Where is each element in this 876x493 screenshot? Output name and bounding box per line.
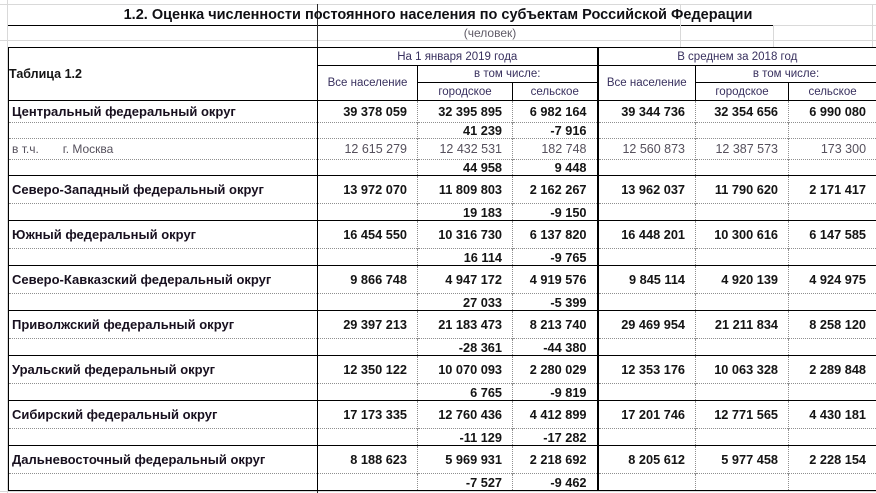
value-cell[interactable] (318, 429, 418, 446)
value-cell[interactable]: 39 378 059 (318, 101, 418, 123)
value-cell[interactable]: 6 982 164 (513, 101, 598, 123)
value-cell[interactable] (696, 249, 789, 266)
value-cell[interactable]: 9 866 748 (318, 266, 418, 294)
value-cell[interactable]: 2 228 154 (789, 446, 876, 474)
value-cell[interactable]: -28 361 (418, 339, 513, 356)
value-cell[interactable]: 6 765 (418, 384, 513, 401)
diff-row (9, 474, 876, 491)
diff-row (9, 339, 876, 356)
district-row (9, 401, 876, 429)
value-cell[interactable]: -7 527 (418, 474, 513, 491)
row-label-cell[interactable]: Уральский федеральный округ (9, 356, 318, 384)
value-cell[interactable]: 4 412 899 (513, 401, 598, 429)
value-cell[interactable] (318, 474, 418, 491)
table-label-cell[interactable]: Таблица 1.2 (9, 48, 318, 101)
row-label-cell[interactable] (9, 249, 318, 266)
header-group-2018[interactable]: В среднем за 2018 год (598, 48, 876, 66)
value-cell[interactable] (789, 339, 876, 356)
row-label-cell[interactable]: Северо-Кавказский федеральный округ (9, 266, 318, 294)
header-group-2019[interactable]: На 1 января 2019 года (318, 48, 598, 66)
gridline-subtitle-bottom (0, 40, 876, 41)
value-cell[interactable]: -11 129 (418, 429, 513, 446)
value-cell[interactable] (789, 204, 876, 221)
value-cell[interactable] (598, 249, 696, 266)
diff-row (9, 384, 876, 401)
district-row (9, 266, 876, 294)
value-cell[interactable]: 9 448 (513, 160, 598, 176)
value-cell[interactable]: 16 114 (418, 249, 513, 266)
row-label-cell[interactable]: Северо-Западный федеральный округ (9, 176, 318, 204)
diff-row (9, 160, 876, 176)
value-cell[interactable]: 2 218 692 (513, 446, 598, 474)
diff-row (9, 204, 876, 221)
value-cell[interactable]: 2 171 417 (789, 176, 876, 204)
value-cell[interactable]: 2 289 848 (789, 356, 876, 384)
header-urban-2018[interactable]: городское (696, 83, 789, 101)
value-cell[interactable]: 8 188 623 (318, 446, 418, 474)
gridline-top-col-c (872, 4, 873, 47)
value-cell[interactable]: 2 162 267 (513, 176, 598, 204)
header-rural-2018[interactable]: сельское (789, 83, 876, 101)
value-cell[interactable]: 12 760 436 (418, 401, 513, 429)
value-cell[interactable]: 12 350 122 (318, 356, 418, 384)
value-cell[interactable]: 10 070 093 (418, 356, 513, 384)
value-cell[interactable]: 29 397 213 (318, 311, 418, 339)
value-cell[interactable]: 8 213 740 (513, 311, 598, 339)
value-cell[interactable] (318, 123, 418, 139)
diff-row (9, 294, 876, 311)
value-cell[interactable]: 19 183 (418, 204, 513, 221)
value-cell[interactable] (598, 474, 696, 491)
row-label-cell[interactable] (9, 123, 318, 139)
value-cell[interactable]: 182 748 (513, 139, 598, 160)
value-cell[interactable]: -9 765 (513, 249, 598, 266)
header-row-groups (9, 48, 876, 66)
value-cell[interactable]: 4 430 181 (789, 401, 876, 429)
value-cell[interactable]: 39 344 736 (598, 101, 696, 123)
district-row (9, 356, 876, 384)
value-cell[interactable] (696, 123, 789, 139)
value-cell[interactable]: 10 300 616 (696, 221, 789, 249)
value-cell[interactable]: -44 380 (513, 339, 598, 356)
gridline-title-right (773, 25, 876, 26)
value-cell[interactable] (318, 339, 418, 356)
header-all-population-2018[interactable]: Все население (598, 66, 696, 101)
value-cell[interactable]: 6 137 820 (513, 221, 598, 249)
value-cell[interactable] (696, 474, 789, 491)
value-cell[interactable]: 16 448 201 (598, 221, 696, 249)
gridline-top (0, 4, 876, 5)
sub-row (9, 139, 876, 160)
row-label-cell[interactable]: Южный федеральный округ (9, 221, 318, 249)
value-cell[interactable]: 29 469 954 (598, 311, 696, 339)
value-cell[interactable] (318, 384, 418, 401)
value-cell[interactable]: 17 173 335 (318, 401, 418, 429)
value-cell[interactable]: 4 920 139 (696, 266, 789, 294)
value-cell[interactable]: -9 462 (513, 474, 598, 491)
diff-row (9, 249, 876, 266)
value-cell[interactable] (696, 384, 789, 401)
row-label-cell[interactable]: Дальневосточный федеральный округ (9, 446, 318, 474)
value-cell[interactable]: 11 790 620 (696, 176, 789, 204)
report-title: 1.2. Оценка численности постоянного населения по субъектам Российской Федерации (123, 7, 753, 23)
value-cell[interactable] (789, 384, 876, 401)
value-cell[interactable]: 44 958 (418, 160, 513, 176)
value-cell[interactable]: 2 280 029 (513, 356, 598, 384)
value-cell[interactable] (598, 123, 696, 139)
value-cell[interactable]: 32 354 656 (696, 101, 789, 123)
value-cell[interactable] (696, 339, 789, 356)
row-label-cell[interactable]: Сибирский федеральный округ (9, 401, 318, 429)
value-cell[interactable]: 27 033 (418, 294, 513, 311)
district-row (9, 311, 876, 339)
value-cell[interactable] (598, 384, 696, 401)
value-cell[interactable]: 16 454 550 (318, 221, 418, 249)
row-label-cell[interactable] (9, 339, 318, 356)
value-cell[interactable]: 13 962 037 (598, 176, 696, 204)
value-cell[interactable]: 4 947 172 (418, 266, 513, 294)
sub-row-label: г. Москва (62, 142, 114, 156)
value-cell[interactable] (598, 160, 696, 176)
value-cell[interactable] (696, 160, 789, 176)
row-label-cell[interactable] (9, 474, 318, 491)
value-cell[interactable]: -17 282 (513, 429, 598, 446)
value-cell[interactable] (598, 294, 696, 311)
row-label-cell[interactable] (9, 204, 318, 221)
district-row (9, 446, 876, 474)
district-row (9, 101, 876, 123)
gridline-bottom (0, 491, 876, 492)
district-row (9, 221, 876, 249)
value-cell[interactable]: 32 395 895 (418, 101, 513, 123)
value-cell[interactable]: 5 977 458 (696, 446, 789, 474)
value-cell[interactable] (789, 429, 876, 446)
value-cell[interactable] (598, 204, 696, 221)
header-including-2018[interactable]: в том числе: (696, 66, 876, 83)
value-cell[interactable]: 6 147 585 (789, 221, 876, 249)
value-cell[interactable] (696, 204, 789, 221)
value-cell[interactable]: 11 809 803 (418, 176, 513, 204)
header-including-2019[interactable]: в том числе: (418, 66, 598, 83)
value-cell[interactable]: 13 972 070 (318, 176, 418, 204)
header-urban-2019[interactable]: городское (418, 83, 513, 101)
value-cell[interactable]: 5 969 931 (418, 446, 513, 474)
row-label-cell[interactable] (9, 139, 318, 160)
district-row (9, 176, 876, 204)
value-cell[interactable] (318, 294, 418, 311)
value-cell[interactable]: 10 316 730 (418, 221, 513, 249)
value-cell[interactable]: 4 919 576 (513, 266, 598, 294)
value-cell[interactable]: 8 258 120 (789, 311, 876, 339)
value-cell[interactable] (598, 429, 696, 446)
diff-row (9, 429, 876, 446)
value-cell[interactable]: 10 063 328 (696, 356, 789, 384)
sub-row-prefix: в т.ч. (12, 142, 39, 156)
value-cell[interactable] (789, 474, 876, 491)
value-cell[interactable] (696, 294, 789, 311)
value-cell[interactable] (696, 429, 789, 446)
value-cell[interactable] (318, 160, 418, 176)
value-cell[interactable]: 12 387 573 (696, 139, 789, 160)
value-cell[interactable]: -9 819 (513, 384, 598, 401)
gridline-top-col-b (773, 25, 774, 47)
value-cell[interactable]: 12 353 176 (598, 356, 696, 384)
value-cell[interactable]: -9 150 (513, 204, 598, 221)
value-cell[interactable]: 17 201 746 (598, 401, 696, 429)
value-cell[interactable] (789, 123, 876, 139)
value-cell[interactable]: 12 771 565 (696, 401, 789, 429)
value-cell[interactable] (789, 294, 876, 311)
header-all-population-2019[interactable]: Все население (318, 66, 418, 101)
value-cell[interactable]: 21 211 834 (696, 311, 789, 339)
value-cell[interactable]: 41 239 (418, 123, 513, 139)
value-cell[interactable]: 12 615 279 (318, 139, 418, 160)
value-cell[interactable]: 173 300 (789, 139, 876, 160)
report-subtitle: (человек) (463, 26, 517, 40)
value-cell[interactable]: 6 990 080 (789, 101, 876, 123)
header-rural-2019[interactable]: сельское (513, 83, 598, 101)
value-cell[interactable]: 4 924 975 (789, 266, 876, 294)
value-cell[interactable] (789, 160, 876, 176)
row-label-cell[interactable] (9, 160, 318, 176)
row-label-cell[interactable] (9, 294, 318, 311)
value-cell[interactable] (598, 339, 696, 356)
value-cell[interactable]: 21 183 473 (418, 311, 513, 339)
value-cell[interactable] (318, 204, 418, 221)
row-label-cell[interactable] (9, 384, 318, 401)
value-cell[interactable]: 9 845 114 (598, 266, 696, 294)
value-cell[interactable]: -5 399 (513, 294, 598, 311)
value-cell[interactable]: 12 432 531 (418, 139, 513, 160)
row-label-cell[interactable] (9, 429, 318, 446)
value-cell[interactable] (318, 249, 418, 266)
value-cell[interactable] (789, 249, 876, 266)
row-label-cell[interactable]: Центральный федеральный округ (9, 101, 318, 123)
population-table (8, 47, 876, 491)
value-cell[interactable]: 12 560 873 (598, 139, 696, 160)
row-label-cell[interactable]: Приволжский федеральный округ (9, 311, 318, 339)
diff-row (9, 123, 876, 139)
value-cell[interactable]: 8 205 612 (598, 446, 696, 474)
value-cell[interactable]: -7 916 (513, 123, 598, 139)
